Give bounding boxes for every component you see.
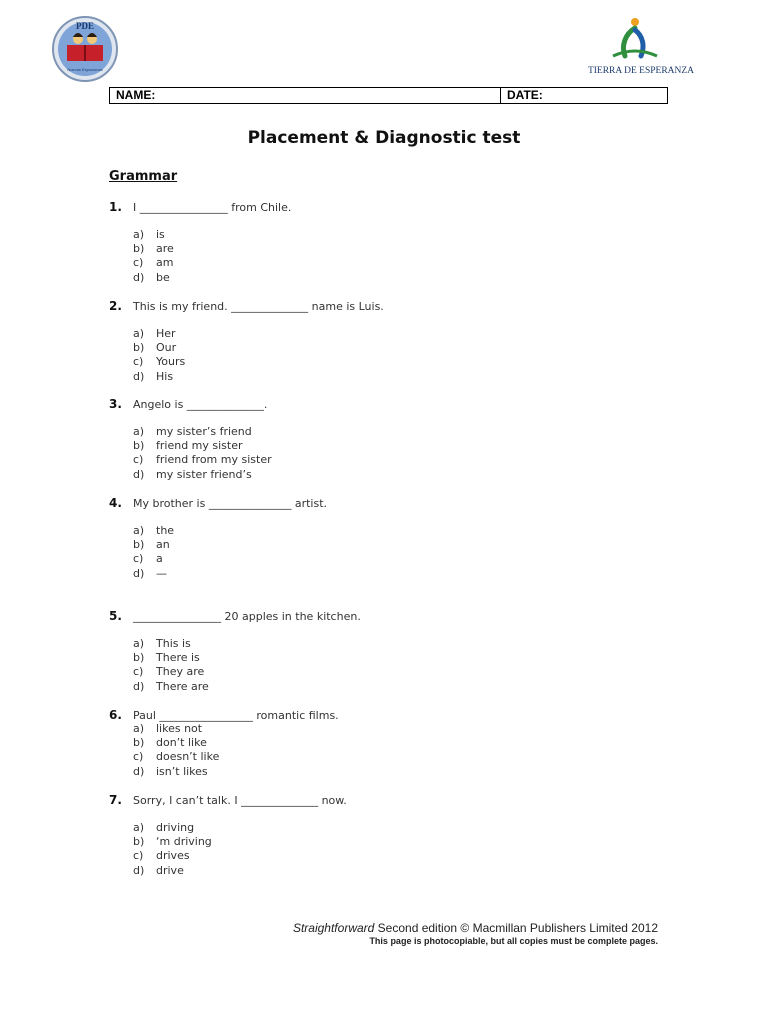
question-text: Sorry, I can’t talk. I ______________ now. (133, 794, 347, 807)
answer-option (133, 637, 191, 651)
option-text: driving (156, 821, 195, 834)
option-letter: a) (133, 228, 145, 241)
answer-option (133, 750, 219, 764)
answer-option (133, 651, 200, 665)
option-letter: a) (133, 425, 145, 438)
footer-book-title: Straightforward (292, 921, 375, 935)
answer-option (133, 468, 252, 482)
option-letter: c) (133, 849, 144, 863)
option-text: This is (156, 637, 191, 650)
section-heading: Grammar (109, 169, 178, 184)
answer-option (133, 835, 212, 849)
box-divider (500, 88, 501, 103)
option-text: friend my sister (156, 439, 243, 453)
option-letter: c) (133, 552, 144, 566)
option-letter: b) (133, 341, 145, 355)
question-number: 3. (109, 397, 122, 411)
answer-option (133, 355, 185, 369)
option-letter: d) (133, 467, 145, 481)
name-date-box (109, 87, 668, 104)
option-text: my sister friend’s (156, 467, 252, 481)
option-text: His (156, 369, 174, 383)
option-text: likes not (156, 722, 203, 735)
option-text: Her (156, 327, 176, 340)
answer-option (133, 256, 173, 270)
option-letter: d) (133, 679, 145, 693)
answer-option (133, 538, 170, 552)
option-letter: c) (133, 750, 144, 764)
option-text: don’t like (156, 736, 207, 750)
question-number: 6. (109, 708, 122, 722)
option-letter: a) (133, 327, 145, 340)
option-letter: c) (133, 453, 144, 467)
page-title: Placement & Diagnostic test (247, 128, 521, 148)
option-letter: c) (133, 665, 144, 679)
option-letter: b) (133, 538, 145, 552)
option-letter: b) (133, 651, 145, 665)
option-letter: c) (133, 256, 144, 270)
option-text: is (156, 228, 165, 241)
option-letter: a) (133, 722, 145, 735)
option-letter: b) (133, 835, 145, 849)
answer-option (133, 341, 176, 355)
question-text: ________________ 20 apples in the kitchen. (133, 610, 361, 623)
answer-option (133, 864, 184, 878)
name-label: NAME: (116, 88, 156, 102)
option-text: There are (156, 679, 209, 693)
answer-option (133, 765, 208, 779)
answer-option (133, 242, 174, 256)
answer-option (133, 665, 204, 679)
answer-option (133, 271, 170, 285)
option-letter: c) (133, 355, 144, 369)
answer-option (133, 567, 167, 581)
option-letter: a) (133, 821, 145, 834)
option-letter: d) (133, 369, 145, 383)
question-text: Paul _________________ romantic films. (133, 709, 339, 722)
option-text: doesn’t like (156, 750, 220, 764)
question-number: 7. (109, 793, 122, 807)
answer-option (133, 680, 209, 694)
question-text: This is my friend. ______________ name is Luis. (133, 300, 384, 313)
footer-copyright (293, 921, 658, 935)
option-letter: b) (133, 242, 145, 256)
answer-option (133, 736, 207, 750)
option-text: am (156, 256, 174, 270)
option-text: isn’t likes (156, 764, 208, 778)
question-number: 5. (109, 609, 122, 623)
footer-notice: This page is photocopiable, but all copies must be complete pages. (369, 936, 658, 946)
option-text: They are (156, 665, 205, 679)
option-text: the (156, 524, 175, 537)
logo-left-caption: Nuevas Espociones (67, 67, 103, 72)
question-number: 4. (109, 496, 122, 510)
answer-option (133, 439, 243, 453)
answer-option (133, 849, 190, 863)
option-text: are (156, 242, 174, 256)
question-text: I ________________ from Chile. (133, 201, 292, 214)
option-text: drive (156, 863, 184, 877)
question-number: 1. (109, 200, 122, 214)
option-letter: d) (133, 270, 145, 284)
option-text: friend from my sister (156, 453, 272, 467)
answer-option (133, 327, 176, 341)
option-text: drives (156, 849, 190, 863)
option-letter: b) (133, 439, 145, 453)
answer-option (133, 524, 174, 538)
option-text: an (156, 538, 170, 552)
option-text: Yours (156, 355, 186, 369)
option-letter: d) (133, 764, 145, 778)
logo-right-text: TIERRA DE ESPERANZA (587, 66, 695, 76)
option-text: There is (156, 651, 200, 665)
option-letter: a) (133, 637, 145, 650)
answer-option (133, 425, 252, 439)
option-text: ‘m driving (156, 835, 212, 849)
logo-left-text: PDE (76, 21, 94, 31)
answer-option (133, 453, 272, 467)
option-text: be (156, 270, 170, 284)
option-letter: a) (133, 524, 145, 537)
option-text: my sister’s friend (156, 425, 252, 438)
option-letter: b) (133, 736, 145, 750)
option-text: — (156, 566, 167, 580)
answer-option (133, 722, 202, 736)
answer-option (133, 370, 173, 384)
footer-copyright-text: Second edition © Macmillan Publishers Limited 2012 (374, 921, 658, 935)
question-number: 2. (109, 299, 122, 313)
answer-option (133, 552, 163, 566)
option-text: a (156, 552, 163, 566)
option-letter: d) (133, 566, 145, 580)
question-text: My brother is _______________ artist. (133, 497, 328, 510)
question-text: Angelo is ______________. (133, 398, 268, 411)
school-logo (51, 15, 119, 83)
answer-option (133, 228, 165, 242)
date-label: DATE: (507, 88, 543, 102)
option-text: Our (156, 341, 177, 355)
organization-logo (585, 16, 697, 80)
answer-option (133, 821, 194, 835)
option-letter: d) (133, 863, 145, 877)
